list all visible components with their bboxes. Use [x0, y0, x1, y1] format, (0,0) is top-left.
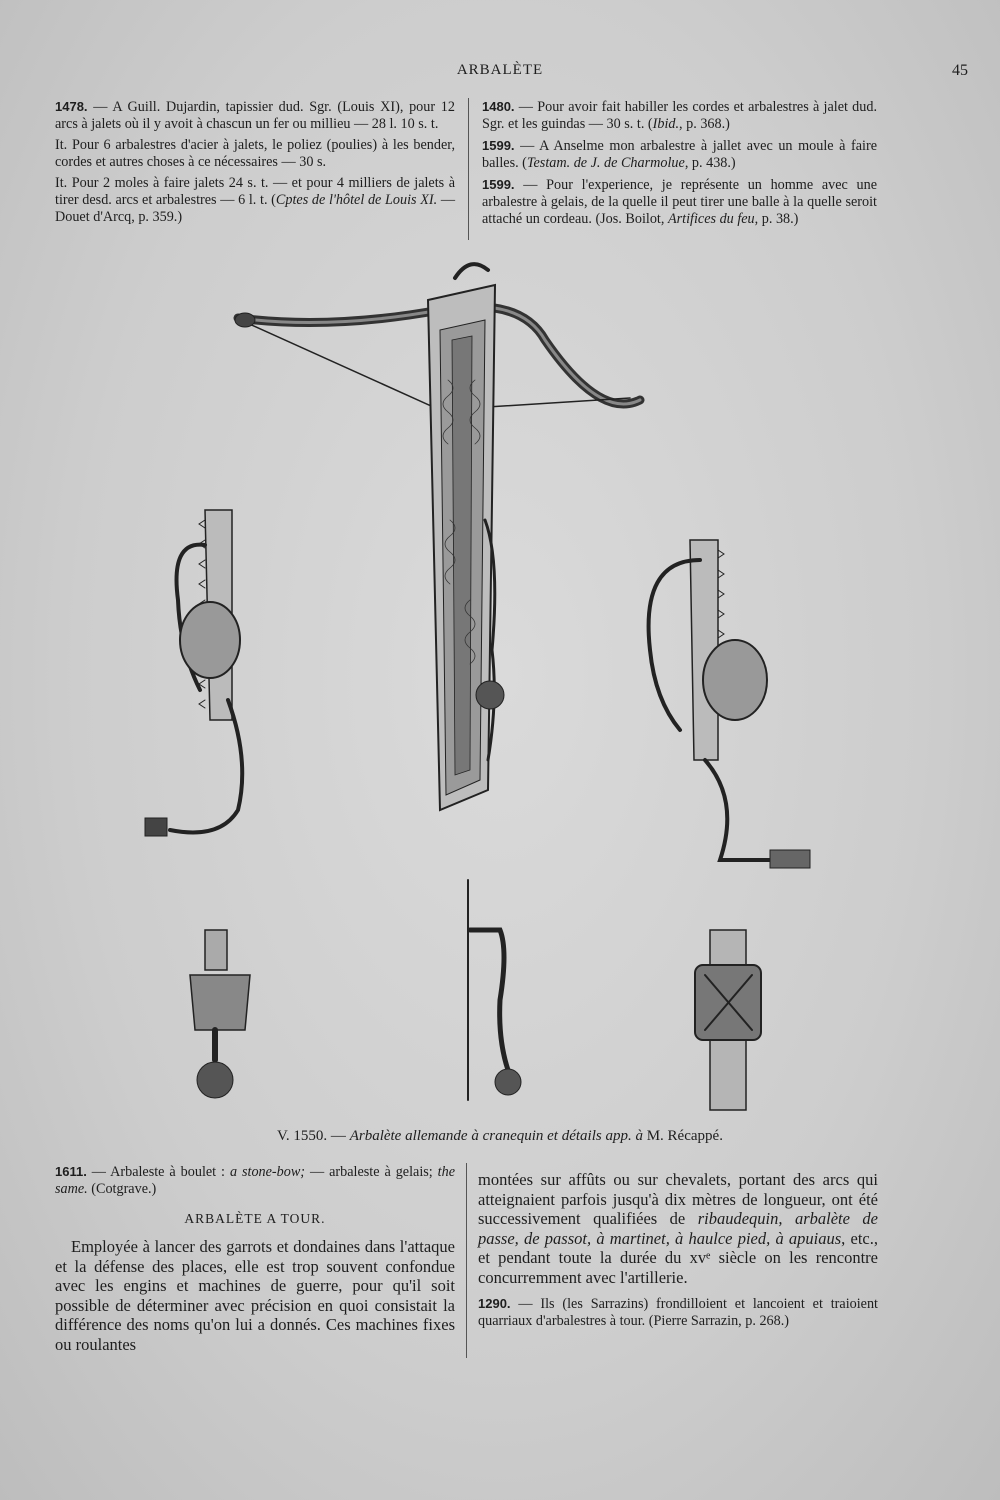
body-paragraph-right: montées sur affûts ou sur chevalets, portant des arcs qui atteignaient parfois jusqu'à dix mètres de longueur, ont été successivement qualifiées de ribaudequin, arbalète de passe, de passot, à martinet, à haulce pied, à apuiaus, etc., et pendant toute la durée du xvᵉ siècle on les rencontre concurremment avec l'artillerie. [478, 1170, 878, 1287]
entry-1611: 1611. — Arbaleste à boulet : a stone-bow; — arbaleste à gelais; the same. (Cotgrave.) [55, 1164, 456, 1197]
entry-item-1: It. Pour 6 arbalestres d'acier à jalets, le poliez (poulies) à les bender, cordes et autres choses à ce nécessaires — 30 s. [55, 137, 455, 170]
running-title: ARBALÈTE [456, 62, 544, 78]
bottom-right-column [478, 1170, 878, 1334]
column-divider-bottom [466, 1163, 467, 1358]
entry-1290: 1290. — Ils (les Sarrazins) frondilloient et lancoient et traioient quarriaux d'arbalestres à tour. (Pierre Sarrazin, p. 268.) [478, 1296, 879, 1329]
entry-1480: 1480. — Pour avoir fait habiller les cordes et arbalestres à jalet dud. Sgr. et les guindas — 30 s. t. (Ibid., p. 368.) [482, 99, 878, 132]
entry-1478: 1478. — A Guill. Dujardin, tapissier dud. Sgr. (Louis XI), pour 12 arcs à jalets où il y avoit à chascun un fer ou millieu — 28 l. 10 s. t. [55, 99, 455, 132]
entry-item-2: It. Pour 2 moles à faire jalets 24 s. t. — et pour 4 milliers de jalets à tirer desd. arcs et arbalestres — 6 l. t. (Cptes de l'hôtel de Louis XI. — Douet d'Arcq, p. 359.) [55, 175, 456, 225]
page-number: 45 [952, 62, 968, 79]
entry-1599-b: 1599. — Pour l'experience, je représente un homme avec une arbalestre à gelais, de la quelle il peut tirer une balle à la quelle seroit attaché un cordeau. (Jos. Boilot, Artifices du feu, p. 38.) [482, 177, 877, 227]
section-title: ARBALÈTE A TOUR. [184, 1211, 326, 1226]
bottom-left-column [55, 1163, 455, 1358]
body-paragraph-left: Employée à lancer des garrots et dondaines dans l'attaque et la défense des places, elle est trop souvent confondue avec les engins et machines de guerre, pour qu'il soit possible de déterminer avec précision en quoi consistait la différence des noms qu'on lui a donnés. Ces machines fixes ou roulantes [55, 1237, 455, 1354]
entry-1599-a: 1599. — A Anselme mon arbalestre à jallet avec un moule à faire balles. (Testam. de J. de Charmolue, p. 438.) [482, 138, 878, 171]
figure-caption: V. 1550. — Arbalète allemande à cranequin et détails app. à M. Récappé. [277, 1128, 723, 1144]
